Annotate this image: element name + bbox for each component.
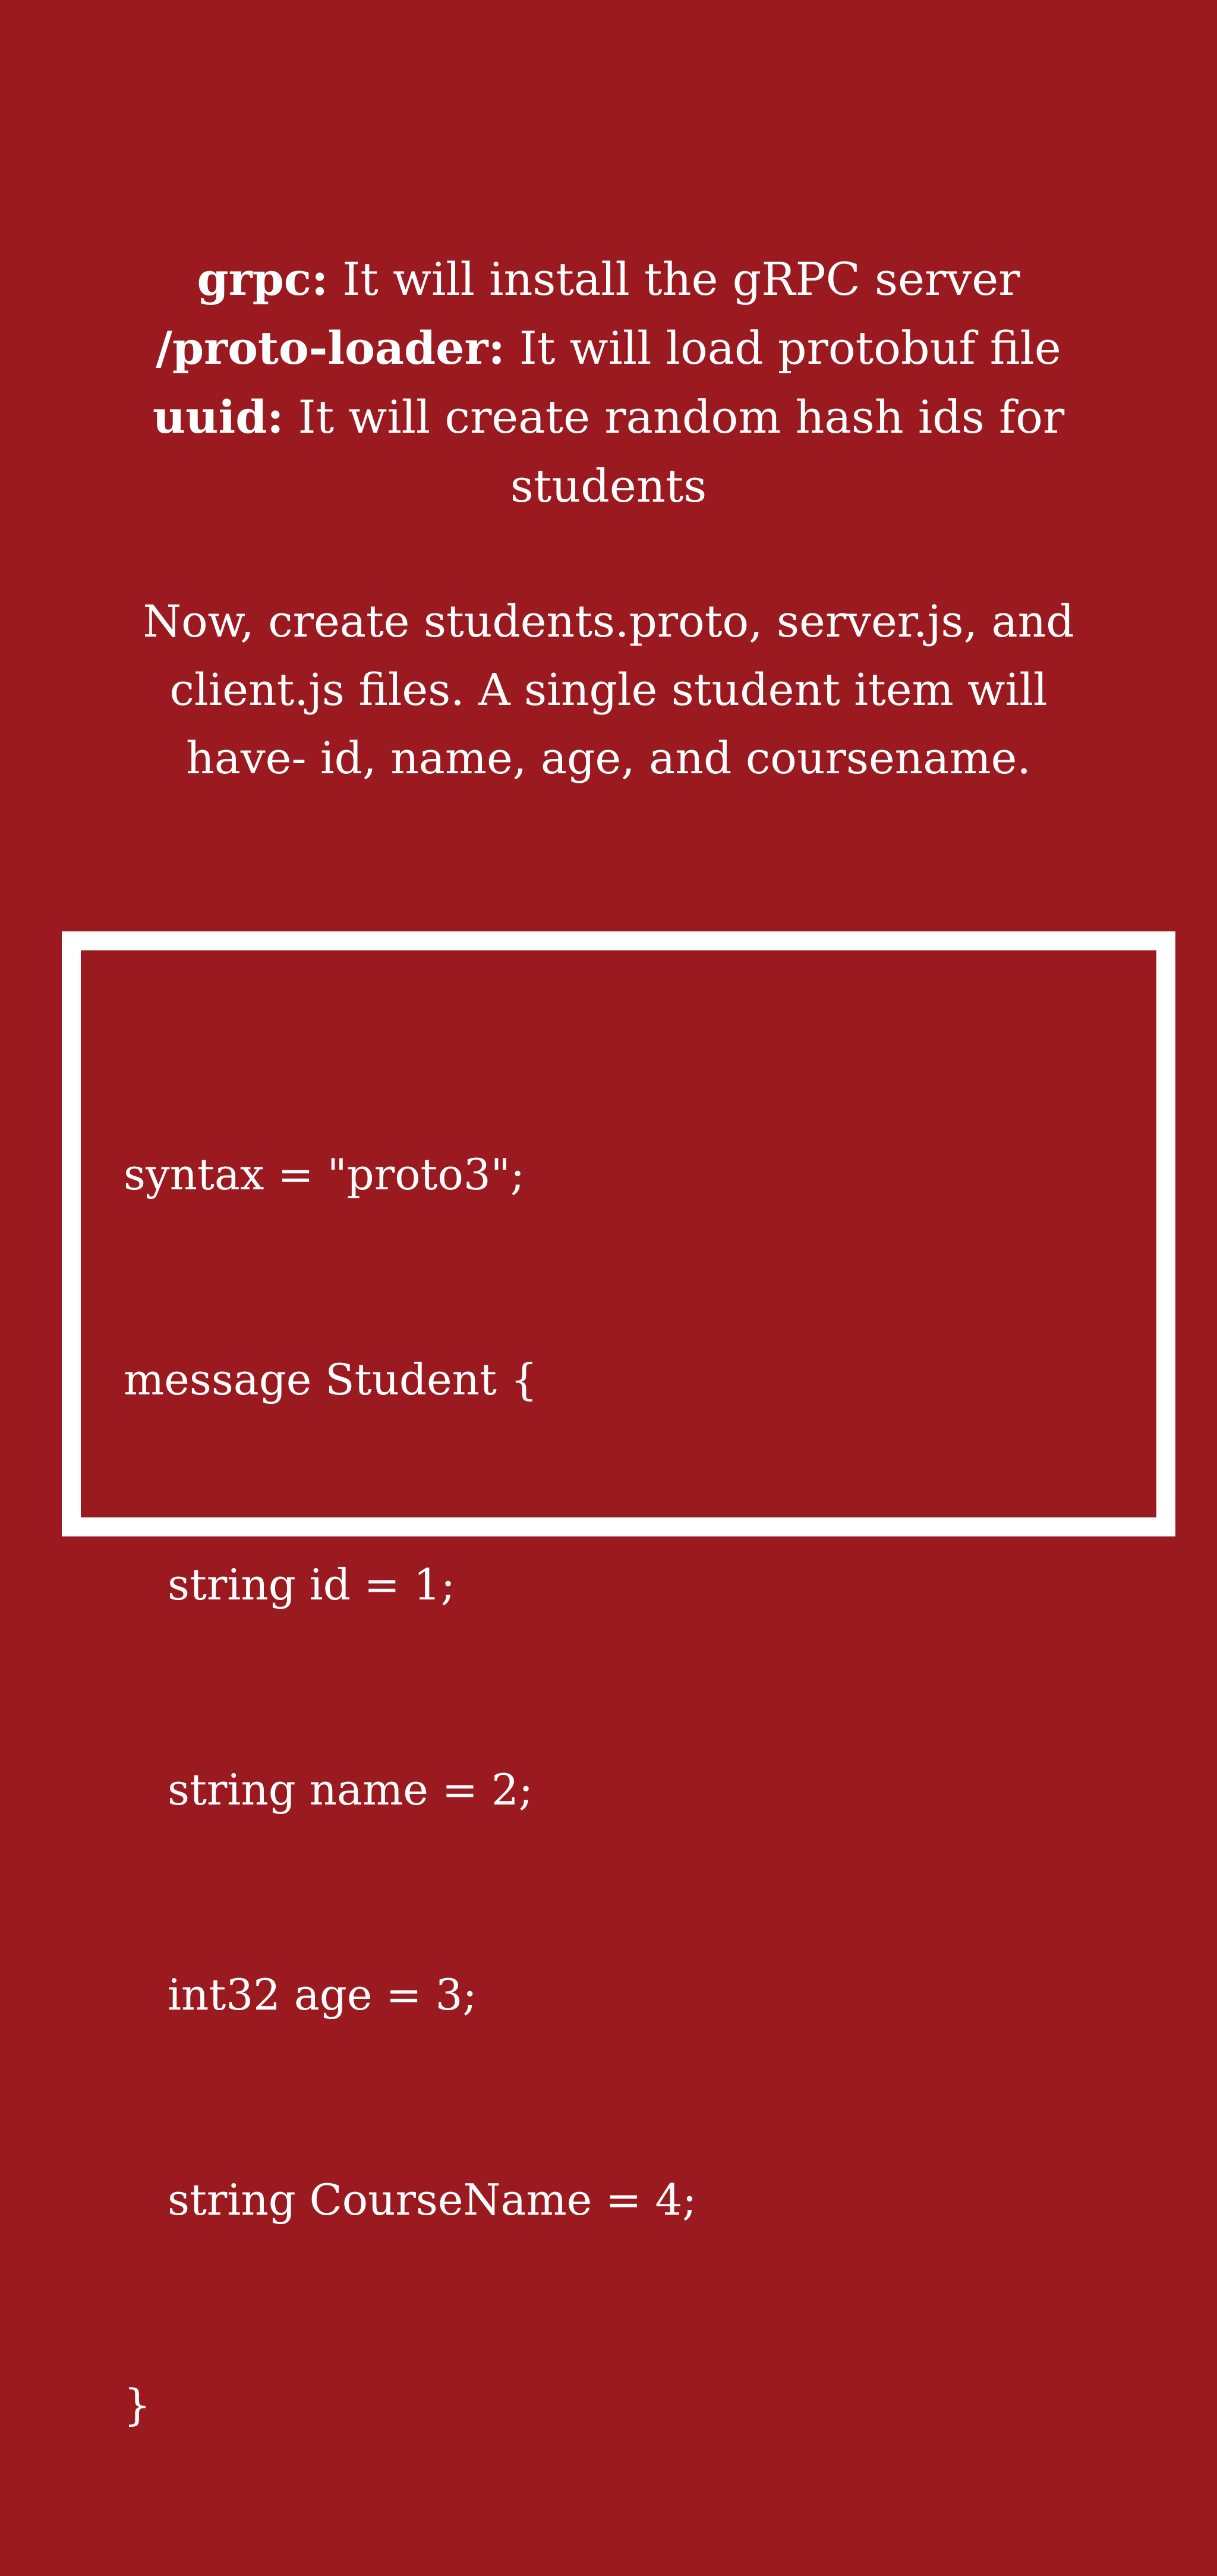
code-line-id: string id = 1;: [168, 1560, 455, 1610]
grpc-text: It will install the gRPC server: [328, 253, 1020, 306]
proto-loader-description: [0, 314, 1217, 383]
code-block: [62, 931, 1175, 2430]
instructions-paragraph: [0, 588, 1217, 793]
grpc-term: grpc:: [197, 253, 329, 306]
paragraph-line: client.js files. A single student item will: [169, 665, 1048, 716]
code-line-coursename: string CourseName = 4;: [168, 2175, 697, 2225]
uuid-text: It will create random hash ids for: [283, 391, 1065, 443]
proto-loader-text: It will load protobuf file: [505, 322, 1061, 374]
uuid-term: uuid:: [152, 391, 284, 443]
grpc-description: [0, 245, 1217, 314]
uuid-description-wrap: students: [510, 459, 707, 512]
proto-loader-term: /proto-loader:: [156, 322, 505, 374]
code-line-message: message Student {: [124, 1355, 538, 1404]
code-line-syntax: syntax = "proto3";: [124, 1150, 525, 1199]
uuid-description: [0, 383, 1217, 452]
package-descriptions: [0, 245, 1217, 521]
code-line-close: }: [124, 2380, 151, 2430]
code-line-age: int32 age = 3;: [168, 1970, 477, 2020]
paragraph-line: Now, create students.proto, server.js, and: [143, 596, 1074, 647]
code-line-name: string name = 2;: [168, 1765, 534, 1815]
paragraph-line: have- id, name, age, and coursename.: [186, 733, 1031, 784]
proto-code: [124, 1004, 696, 2576]
